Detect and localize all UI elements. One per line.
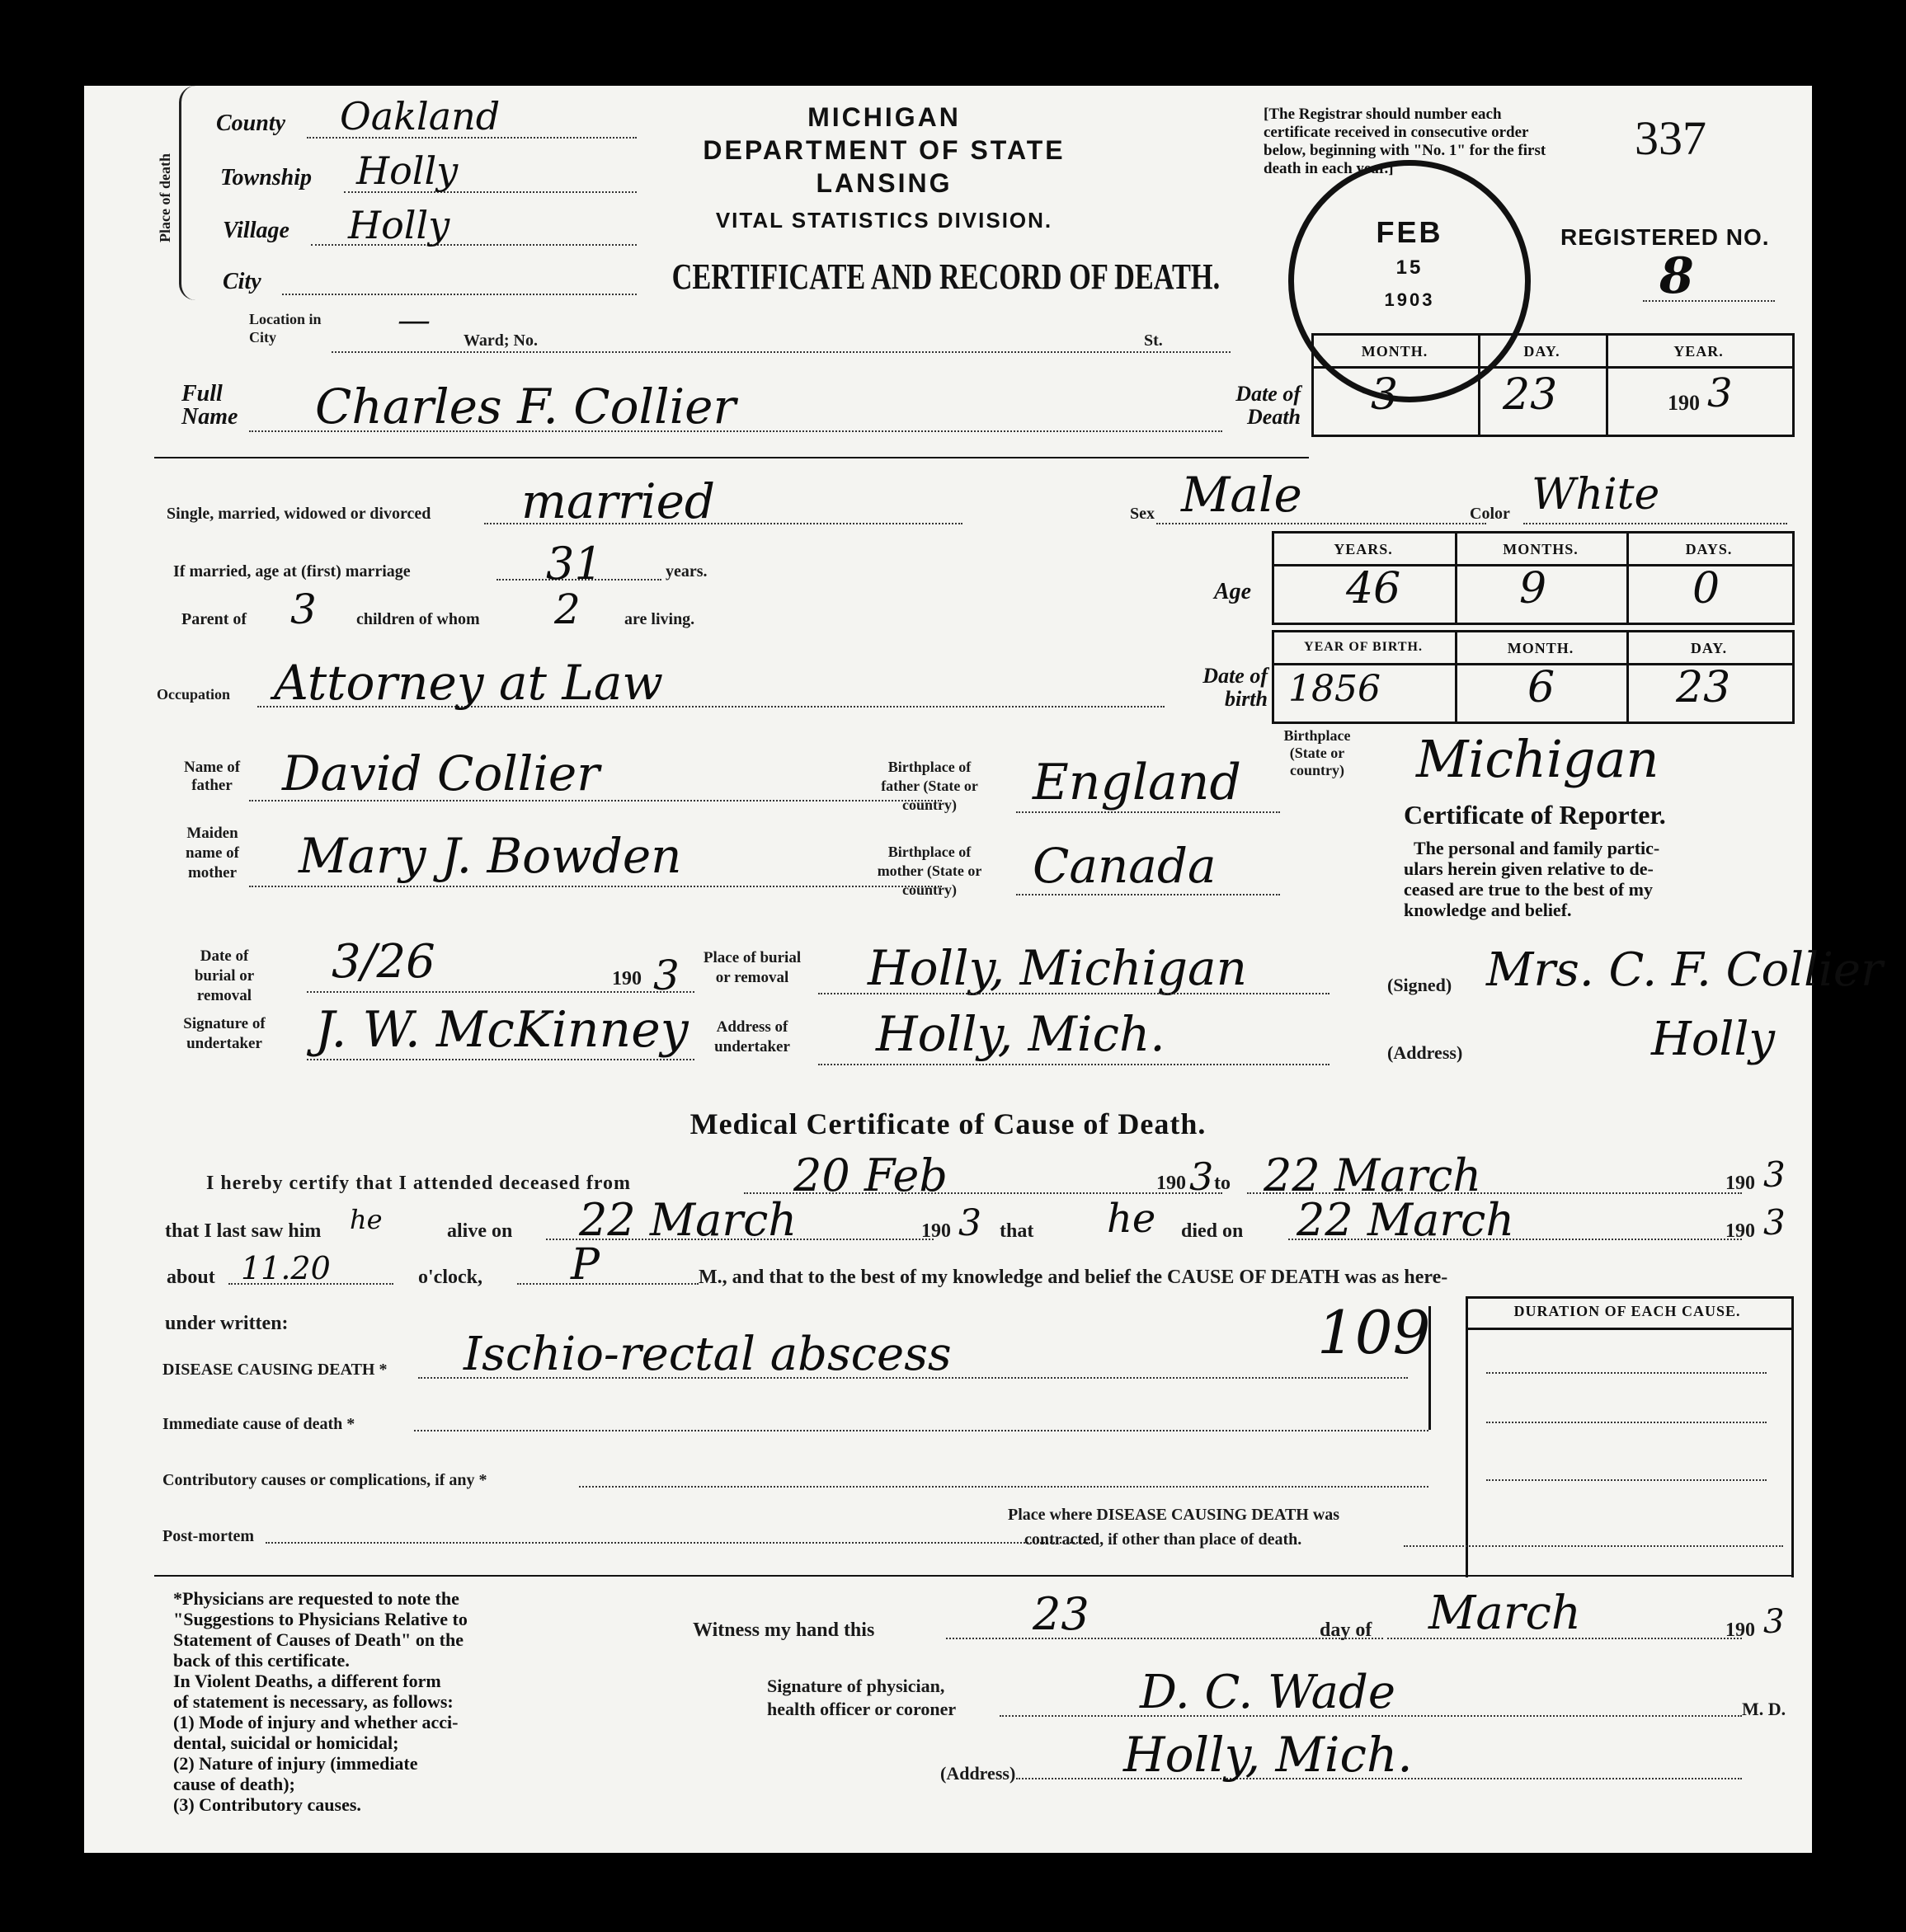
immediate-cause-label: Immediate cause of death * xyxy=(162,1415,355,1433)
birth-month: 6 xyxy=(1527,663,1555,712)
age-days: 0 xyxy=(1692,564,1720,613)
physician-address-label: (Address) xyxy=(940,1763,1016,1784)
note-line-6: of statement is necessary, as follows: xyxy=(173,1691,454,1712)
attended-from-value: 20 Feb xyxy=(793,1149,948,1201)
reporter-title: Certificate of Reporter. xyxy=(1404,800,1666,830)
date-of-death-label: Date of Death xyxy=(1235,382,1301,429)
registered-no-label: REGISTERED NO. xyxy=(1560,224,1770,250)
medical-line2-d: died on xyxy=(1181,1220,1244,1242)
marital-label: Single, married, widowed or divorced xyxy=(167,505,431,523)
father-label: Name of father xyxy=(183,759,241,794)
day-header: DAY. xyxy=(1523,343,1560,360)
signed-value: Mrs. C. F. Collier xyxy=(1486,943,1883,997)
witness-year-prefix: 190 xyxy=(1725,1619,1755,1641)
place-bracket xyxy=(179,86,198,300)
contributory-label: Contributory causes or complications, if any * xyxy=(162,1471,487,1489)
last-seen-year-prefix: 190 xyxy=(921,1220,951,1242)
witness-label: Witness my hand this xyxy=(693,1619,875,1641)
ward-label: Ward; No. xyxy=(464,331,538,350)
undertaker-address-label: Address of undertaker xyxy=(714,1018,790,1055)
dob-label: Date of birth xyxy=(1202,664,1268,711)
physician-notes xyxy=(173,1588,468,1815)
from-year: 3 xyxy=(1189,1154,1214,1199)
village-label: Village xyxy=(223,218,289,243)
title-department: DEPARTMENT OF STATE xyxy=(703,135,1066,165)
title-lansing: LANSING xyxy=(816,168,953,198)
classification-code: 109 xyxy=(1317,1298,1431,1367)
burial-year-suffix: 3 xyxy=(653,952,680,999)
age-months: 9 xyxy=(1519,564,1547,613)
age-married-label: If married, age at (first) marriage xyxy=(173,562,411,581)
medical-title: Medical Certificate of Cause of Death. xyxy=(689,1107,1207,1140)
years-label: years. xyxy=(666,562,708,581)
st-label: St. xyxy=(1144,331,1163,350)
note-line-1: *Physicians are requested to note the xyxy=(173,1588,459,1609)
months-header: MONTHS. xyxy=(1503,541,1579,557)
birthplace-value: Michigan xyxy=(1416,729,1659,789)
physician-label-2: health officer or coroner xyxy=(767,1699,957,1719)
cert-number: 337 xyxy=(1635,111,1706,165)
month-header: MONTH. xyxy=(1361,343,1428,360)
days-header: DAYS. xyxy=(1685,541,1733,557)
to-year-prefix: 190 xyxy=(1725,1173,1755,1194)
last-seen-year: 3 xyxy=(958,1202,981,1244)
age-label: Age xyxy=(1214,579,1252,604)
reporter-address-value: Holly xyxy=(1651,1013,1776,1066)
note-line-10: cause of death); xyxy=(173,1774,295,1794)
title-vital-statistics: VITAL STATISTICS DIVISION. xyxy=(715,208,1053,233)
marital-value: married xyxy=(521,473,716,529)
ampm-value: P xyxy=(571,1240,600,1290)
to-year: 3 xyxy=(1763,1154,1786,1195)
disease-label: DISEASE CAUSING DEATH * xyxy=(162,1361,388,1379)
location-value: — xyxy=(398,302,431,340)
note-line-4: back of this certificate. xyxy=(173,1650,350,1671)
birth-year: 1856 xyxy=(1288,668,1381,710)
stamp-year: 1903 xyxy=(1384,289,1435,310)
undertaker-label: Signature of undertaker xyxy=(183,1015,266,1052)
note-line-5: In Violent Deaths, a different form xyxy=(173,1671,441,1691)
him-value: he xyxy=(350,1204,383,1235)
place-contracted-line1: Place where DISEASE CAUSING DEATH was xyxy=(1008,1506,1340,1524)
burial-year-prefix: 190 xyxy=(612,968,642,990)
note-line-3: Statement of Causes of Death" on the xyxy=(173,1629,464,1650)
witness-year: 3 xyxy=(1763,1603,1785,1641)
undertaker-address-value: Holly, Mich. xyxy=(876,1006,1165,1062)
note-line-7: (1) Mode of injury and whether acci- xyxy=(173,1712,459,1732)
medical-line2-c: that xyxy=(1000,1220,1034,1242)
reporter-address-label: (Address) xyxy=(1387,1042,1463,1063)
birth-day-header: DAY. xyxy=(1690,640,1728,656)
year-header: YEAR. xyxy=(1673,343,1724,360)
signed-label: (Signed) xyxy=(1387,975,1452,995)
physician-address-value: Holly, Mich. xyxy=(1123,1727,1413,1783)
children-label: children of whom xyxy=(356,610,480,628)
full-name-label: Full Name xyxy=(181,381,238,430)
from-year-prefix: 190 xyxy=(1156,1173,1186,1194)
note-line-2: "Suggestions to Physicians Relative to xyxy=(173,1609,468,1629)
sex-label: Sex xyxy=(1130,505,1155,523)
burial-place-label: Place of burial or removal xyxy=(703,949,802,986)
postmortem-label: Post-mortem xyxy=(162,1527,255,1545)
physician-label-1: Signature of physician, xyxy=(767,1676,945,1696)
disease-value: Ischio-rectal abscess xyxy=(464,1328,952,1381)
birth-month-header: MONTH. xyxy=(1507,640,1574,656)
age-years: 46 xyxy=(1346,564,1401,613)
mother-label: Maiden name of mother xyxy=(186,825,239,881)
birth-day: 23 xyxy=(1676,663,1731,712)
full-name-value: Charles F. Collier xyxy=(315,378,737,435)
note-line-8: dental, suicidal or homicidal; xyxy=(173,1732,399,1753)
place-of-death-side-label: Place of death xyxy=(157,153,173,242)
to-label: to xyxy=(1214,1173,1231,1194)
physician-signature: D. C. Wade xyxy=(1140,1666,1396,1719)
died-year: 3 xyxy=(1763,1202,1786,1243)
birthplace-label: Birthplace (State or country) xyxy=(1283,727,1351,778)
time-value: 11.20 xyxy=(241,1250,331,1286)
undertaker-value: J. W. McKinney xyxy=(315,1001,689,1059)
location-label: Location in City xyxy=(249,311,322,346)
title-certificate: CERTIFICATE AND RECORD OF DEATH. xyxy=(671,256,1221,297)
about-label: about xyxy=(167,1267,215,1288)
reporter-text-4: knowledge and belief. xyxy=(1404,900,1572,920)
registered-no-value: 8 xyxy=(1659,247,1694,305)
he-value: he xyxy=(1107,1196,1156,1242)
living-label: are living. xyxy=(624,610,695,628)
sex-value: Male xyxy=(1181,467,1302,523)
burial-place-value: Holly, Michigan xyxy=(868,940,1247,996)
death-day: 23 xyxy=(1503,370,1558,420)
years-header: YEARS. xyxy=(1334,541,1393,557)
attended-to-value: 22 March xyxy=(1264,1149,1482,1201)
reporter-text-3: ceased are true to the best of my xyxy=(1404,879,1654,900)
witness-month: March xyxy=(1428,1586,1581,1640)
year-of-birth-header: YEAR OF BIRTH. xyxy=(1304,640,1423,654)
color-label: Color xyxy=(1470,505,1510,523)
township-label: Township xyxy=(220,165,313,190)
county-value: Oakland xyxy=(340,94,501,139)
medical-line2-b: alive on xyxy=(447,1220,513,1242)
oclock-label: o'clock, xyxy=(418,1267,482,1288)
medical-line3-rest: M., and that to the best of my knowledge and belief the CAUSE OF DEATH was as here- xyxy=(699,1267,1448,1288)
reporter-text-1: The personal and family partic- xyxy=(1414,838,1660,858)
under-written-label: under written: xyxy=(165,1313,289,1334)
medical-line1-text: I hereby certify that I attended deceased from xyxy=(206,1173,632,1194)
duration-header: DURATION OF EACH CAUSE. xyxy=(1513,1303,1741,1319)
burial-date-label: Date of burial or removal xyxy=(194,947,255,1004)
title-michigan: MICHIGAN xyxy=(807,102,961,132)
death-year-suffix: 3 xyxy=(1707,370,1733,416)
living-value: 2 xyxy=(554,585,581,633)
last-seen-value: 22 March xyxy=(579,1194,798,1246)
mother-birthplace-label: Birthplace of mother (State or country) xyxy=(877,844,982,898)
death-certificate xyxy=(84,86,1883,1853)
witness-day: 23 xyxy=(1033,1588,1089,1640)
registrar-note: [The Registrar should number each certificate received in consecutive order below, beginning with "No. 1" for the first death in each year.] xyxy=(1264,106,1546,177)
note-line-11: (3) Contributory causes. xyxy=(173,1794,361,1815)
day-of-label: day of xyxy=(1320,1619,1372,1641)
md-label: M. D. xyxy=(1742,1699,1786,1719)
occupation-value: Attorney at Law xyxy=(274,655,664,711)
died-on-value: 22 March xyxy=(1297,1194,1515,1246)
age-married-value: 31 xyxy=(546,538,603,590)
medical-line2-a: that I last saw him xyxy=(165,1220,322,1242)
stamp-day: 15 xyxy=(1395,256,1424,279)
died-year-prefix: 190 xyxy=(1725,1220,1755,1242)
duration-box xyxy=(1466,1296,1794,1577)
death-year-prefix: 190 xyxy=(1668,391,1700,415)
county-label: County xyxy=(216,110,286,136)
occupation-label: Occupation xyxy=(157,686,231,703)
color-value: White xyxy=(1532,470,1660,519)
burial-date-value: 3/26 xyxy=(332,935,435,989)
place-contracted-line2: contracted, if other than place of death. xyxy=(1024,1530,1302,1549)
death-month: 3 xyxy=(1371,370,1399,420)
father-value: David Collier xyxy=(282,745,600,801)
township-value: Holly xyxy=(356,148,459,193)
parent-label: Parent of xyxy=(181,610,247,628)
mother-birthplace-value: Canada xyxy=(1033,838,1217,894)
reporter-text-2: ulars herein given relative to de- xyxy=(1404,858,1654,879)
mother-value: Mary J. Bowden xyxy=(299,828,682,884)
father-birthplace-value: England xyxy=(1033,754,1241,811)
children-value: 3 xyxy=(290,585,317,633)
village-value: Holly xyxy=(348,203,450,247)
city-label: City xyxy=(223,269,261,294)
stamp-month: FEB xyxy=(1376,215,1443,249)
note-line-9: (2) Nature of injury (immediate xyxy=(173,1753,418,1774)
father-birthplace-label: Birthplace of father (State or country) xyxy=(881,759,978,813)
